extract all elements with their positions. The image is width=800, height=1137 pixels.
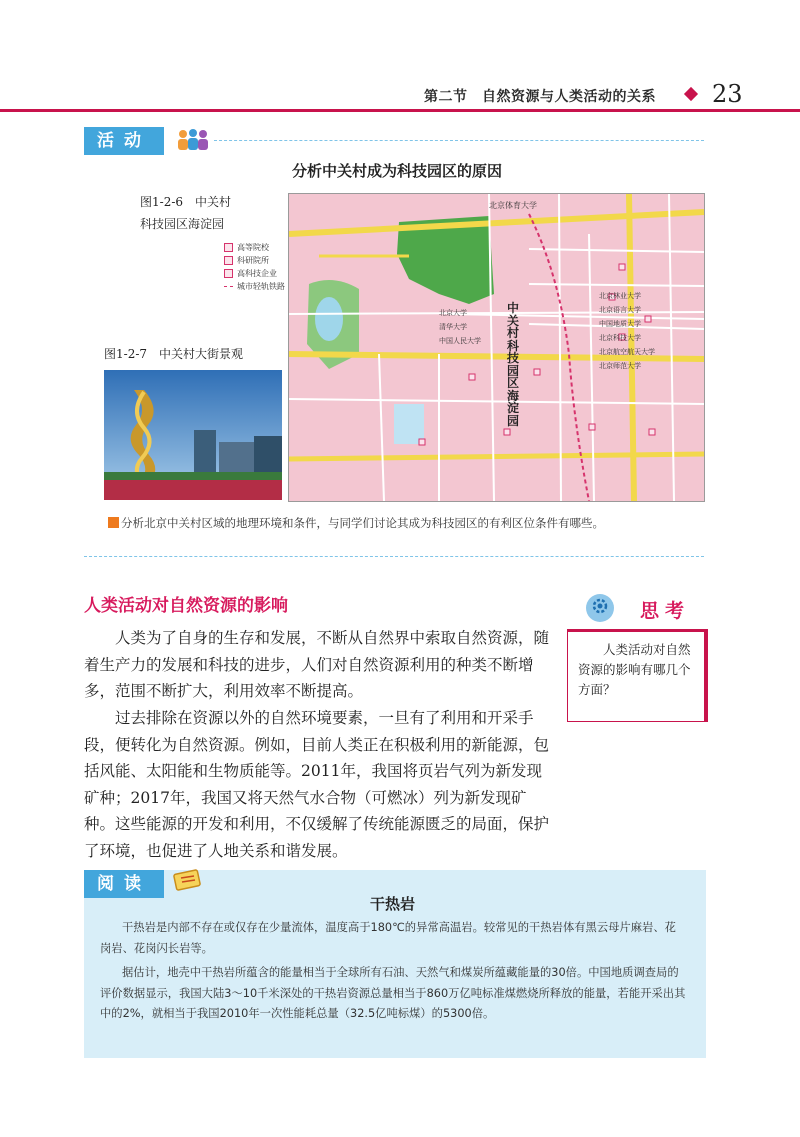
university-icon <box>224 243 233 252</box>
figure-caption: 科技园区海淀园 <box>140 217 225 231</box>
head-gear-icon <box>586 591 636 629</box>
map-district-label: 中关村科技园区海淀园 <box>507 301 520 428</box>
institute-icon <box>224 256 233 265</box>
body-paragraph: 过去排除在资源以外的自然环境要素，一旦有了利用和开采手段，便转化为自然资源。例如，目前人类正在积极利用的新能源，包括风能、太阳能和生物质能等。2011年，我国将页岩气列为新发现矿种；2017年，我国又将天然气水合物（可燃冰）列为新发现矿种。这些能源的开发和利用，不仅缓解了传统能源匮乏的局面，保护了环境，也促进了人地关系和谐发展。 <box>84 709 550 860</box>
map-legend: 高等院校 科研院所 高科技企业 城市轻轨铁路 <box>224 241 285 293</box>
zhongguancun-map <box>288 193 705 502</box>
body-paragraph: 人类为了自身的生存和发展，不断从自然界中索取自然资源，随着生产力的发展和科技的进步，人们对自然资源利用的种类不断增多，范围不断扩大，利用效率不断提高。 <box>84 629 550 700</box>
street-photo <box>104 370 282 500</box>
map-label: 北京体育大学 <box>489 201 537 210</box>
activity-title: 分析中关村成为科技园区的原因 <box>292 162 503 180</box>
figure-caption: 图1-2-7 中关村大街景观 <box>104 347 244 361</box>
running-header-title: 第二节 自然资源与人类活动的关系 <box>424 89 656 105</box>
map-labels-east: 北京林业大学 北京语言大学 中国地质大学 北京科技大学 北京航空航天大学 北京师范大学 <box>599 292 655 370</box>
divider <box>214 140 704 141</box>
activity-task: 分析北京中关村区域的地理环境和条件，与同学们讨论其成为科技园区的有利区位条件有哪些。 <box>121 516 604 530</box>
people-group-icon <box>176 127 210 157</box>
activity-badge: 活动 <box>84 127 164 155</box>
reading-badge: 阅读 <box>84 870 164 898</box>
reading-title: 干热岩 <box>370 895 416 913</box>
reading-paragraph: 据估计，地壳中干热岩所蕴含的能量相当于全球所有石油、天然气和煤炭所蕴藏能量的30倍。中国地质调查局的评价数据显示，我国大陆3～10千米深处的干热岩资源总量相当于860万亿吨标准煤燃烧所释放的能量，若能开采出其中的2%，就相当于我国2010年一次性能耗总量（32.5亿吨标煤）的5300倍。 <box>100 966 686 1020</box>
section-heading: 人类活动对自然资源的影响 <box>84 596 288 616</box>
think-question: 人类活动对自然资源的影响有哪几个方面？ <box>578 642 691 697</box>
book-icon <box>172 868 204 896</box>
reading-paragraph: 干热岩是内部不存在或仅存在少量流体，温度高于180℃的异常高温岩。较常见的干热岩体有黑云母片麻岩、花岗岩、花岗闪长岩等。 <box>100 921 676 955</box>
enterprise-icon <box>224 269 233 278</box>
rail-line-icon <box>224 286 233 287</box>
diamond-icon <box>684 87 698 101</box>
map-labels-west: 北京大学 清华大学 中国人民大学 <box>439 309 481 345</box>
figure-caption: 图1-2-6 中关村 <box>140 195 232 209</box>
page-number: 23 <box>712 80 743 108</box>
divider <box>84 556 704 557</box>
header-rule <box>0 109 800 112</box>
bullet-square-icon <box>108 517 119 528</box>
think-label: 思考 <box>640 600 691 622</box>
